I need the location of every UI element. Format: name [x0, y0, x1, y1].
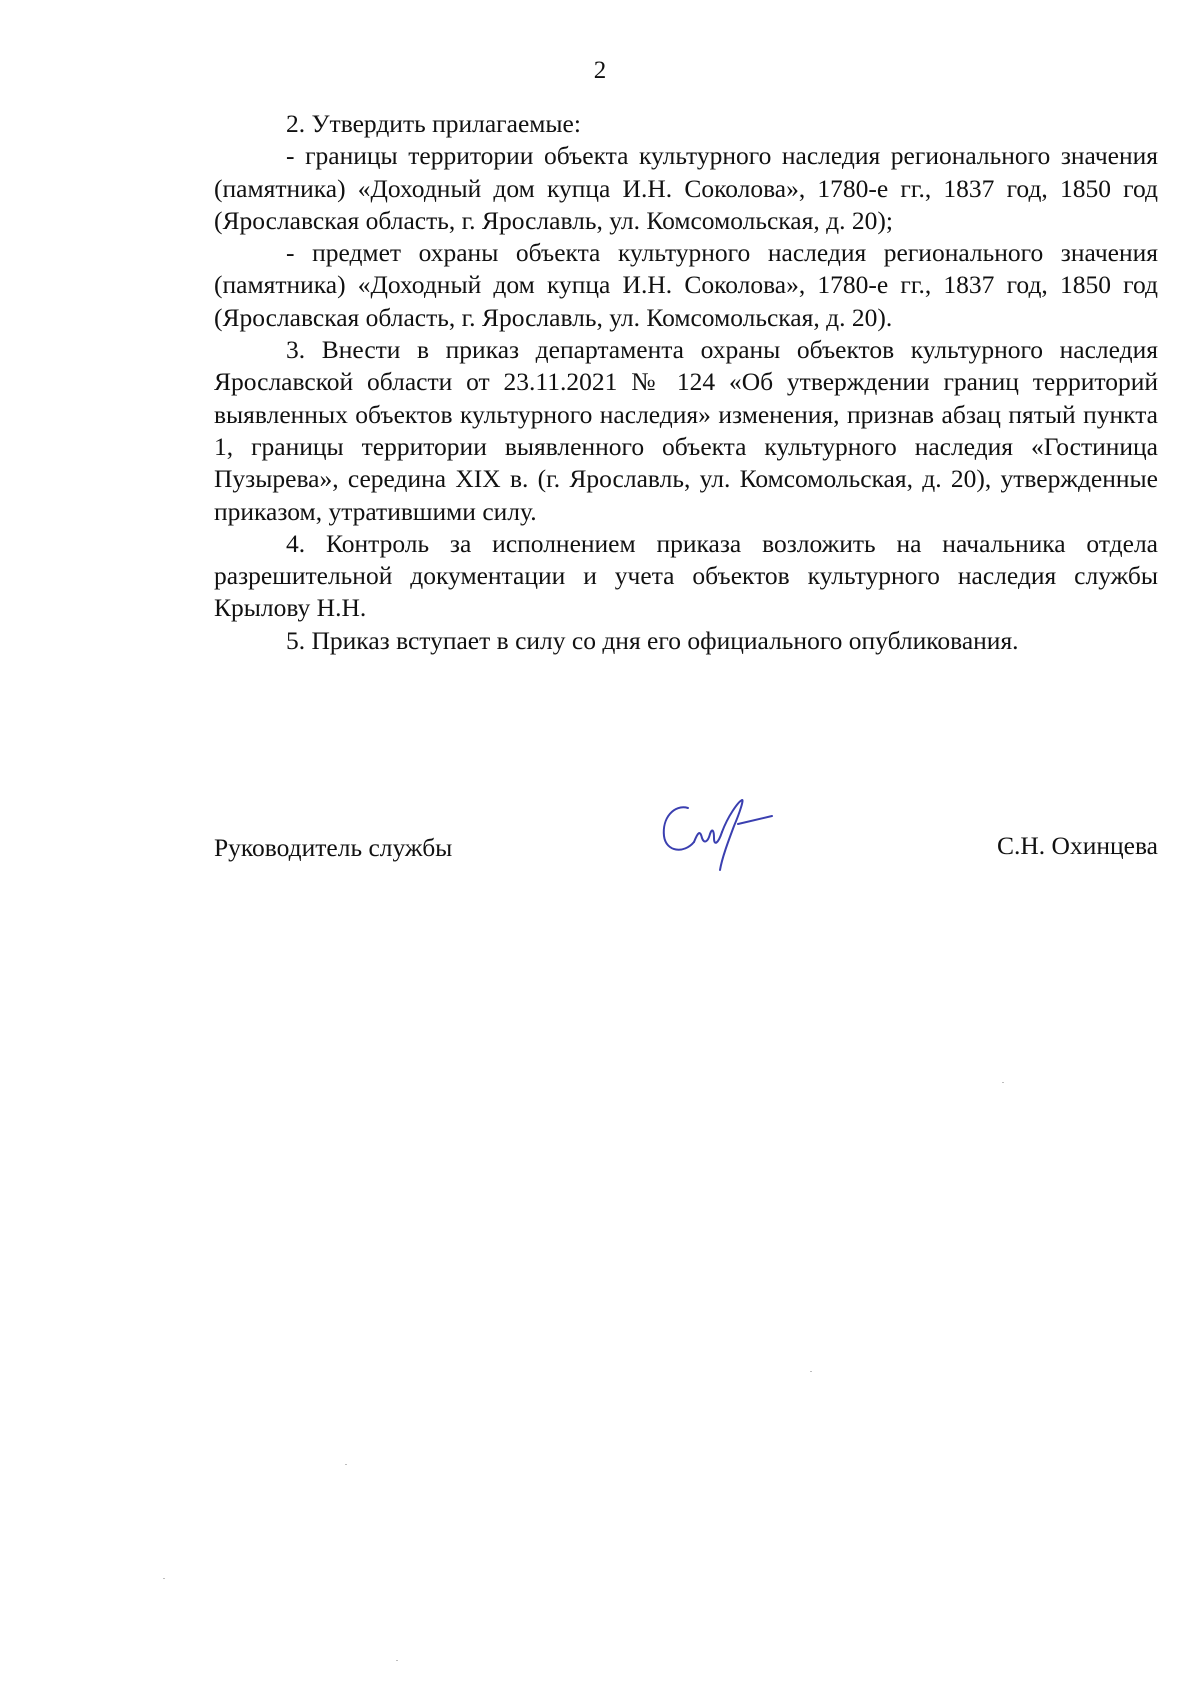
paragraph-approve: 2. Утвердить прилагаемые: [286, 109, 581, 138]
paragraph-territory-boundaries: - границы территории объекта культурного наследия регионального значения (памятника) «Доходный дом купца И.Н. Соколова», 1780-е гг., 1837 год, 1850 год (Ярославская область, г. Ярославль, ул. Комсомольская, д. 20); [214, 141, 1158, 235]
handwritten-signature [654, 796, 784, 880]
paragraph-amend-order: 3. Внести в приказ департамента охраны объектов культурного наследия Ярославской области от 23.11.2021 № 124 «Об утверждении границ территорий выявленных объектов культурного наследия» изменения, признав абзац пятый пункта 1, границы территории выявленного объекта культурного наследия «Гостиница Пузырева», середина XIX в. (г. Ярославль, ул. Комсомольская, д. 20), утвержденные приказом, утратившими силу. [214, 335, 1158, 526]
signatory-name: С.Н. Охинцева [997, 831, 1158, 860]
scan-speck [345, 1464, 347, 1465]
page-number: 2 [593, 57, 607, 84]
paragraph-entry-into-force: 5. Приказ вступает в силу со дня его официального опубликования. [286, 625, 1019, 655]
document-body [214, 108, 1158, 657]
signatory-position: Руководитель службы [214, 833, 453, 862]
signature-block [214, 798, 1158, 878]
paragraph-control: 4. Контроль за исполнением приказа возложить на начальника отдела разрешительной документации и учета объектов культурного наследия службы Крылову Н.Н. [214, 528, 1158, 623]
scan-speck [810, 1371, 812, 1372]
paragraph-protection-subject: - предмет охраны объекта культурного наследия регионального значения (памятника) «Доходный дом купца И.Н. Соколова», 1780-е гг., 1837 год, 1850 год (Ярославская область, г. Ярославль, ул. Комсомольская, д. 20). [214, 238, 1158, 332]
scan-speck [163, 1578, 165, 1579]
scan-speck [1002, 1082, 1004, 1083]
scan-speck [396, 1660, 398, 1661]
